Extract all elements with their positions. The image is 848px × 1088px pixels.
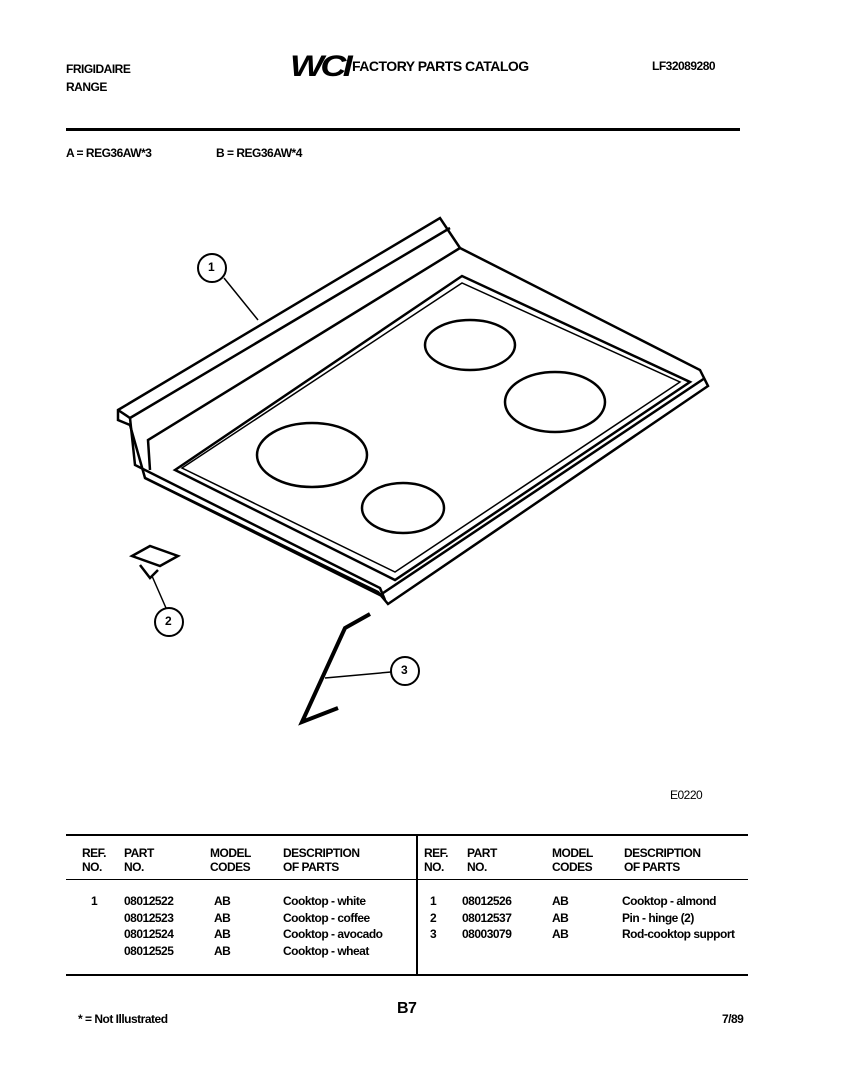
- page-number: B7: [397, 1000, 417, 1017]
- wci-logo: WCI: [290, 50, 350, 83]
- date: 7/89: [722, 1012, 744, 1026]
- hinge-pin-drawing: [132, 546, 178, 578]
- header-desc-right: DESCRIPTION OF PARTS: [624, 846, 701, 874]
- support-rod-drawing: [302, 614, 370, 722]
- table-cell-model: AB: [552, 927, 569, 942]
- table-cell-part: 08012525: [124, 944, 174, 959]
- table-cell-part: 08012526: [462, 894, 512, 908]
- header-part: PART NO.: [124, 846, 154, 874]
- header-desc: DESCRIPTION OF PARTS: [283, 846, 360, 874]
- table-cell-ref: 2: [430, 910, 437, 925]
- table-divider: [416, 834, 418, 974]
- table-cell-desc: Cooktop - wheat: [283, 944, 369, 959]
- callout-2: 2: [165, 614, 172, 628]
- table-cell-part: 08003079: [462, 927, 512, 942]
- table-cell-model: AB: [214, 944, 231, 959]
- header-model: MODEL CODES: [210, 846, 251, 874]
- table-cell-desc: Cooktop - almond: [622, 894, 716, 908]
- brand: FRIGIDAIRE: [66, 62, 131, 76]
- table-cell-model: AB: [214, 894, 231, 908]
- not-illustrated-note: * = Not Illustrated: [78, 1012, 168, 1026]
- table-cell-desc: Cooktop - coffee: [283, 910, 370, 925]
- header-part-right: PART NO.: [467, 846, 497, 874]
- table-cell-ref: 3: [430, 927, 437, 942]
- table-cell-desc: Pin - hinge (2): [622, 910, 694, 925]
- table-cell-model: AB: [552, 894, 569, 908]
- table-cell-part: 08012537: [462, 910, 512, 925]
- callout-1: 1: [208, 260, 215, 274]
- table-cell-part: 08012523: [124, 910, 174, 925]
- figure-code: E0220: [670, 788, 703, 802]
- table-header-rule: [66, 879, 748, 880]
- table-bottom-rule: [66, 974, 748, 976]
- table-cell-desc: Cooktop - white: [283, 894, 366, 908]
- header-model-right: MODEL CODES: [552, 846, 593, 874]
- table-cell-model: AB: [214, 927, 231, 942]
- table-cell-model: AB: [214, 910, 231, 925]
- product: RANGE: [66, 80, 107, 94]
- table-cell-desc: Rod-cooktop support: [622, 927, 735, 942]
- catalog-title: FACTORY PARTS CATALOG: [352, 58, 529, 74]
- header-ref-right: REF. NO.: [424, 846, 449, 874]
- table-cell-model: AB: [552, 910, 569, 925]
- table-cell-ref: 1: [430, 894, 437, 908]
- model-b: B = REG36AW*4: [216, 146, 302, 160]
- table-cell-desc: Cooktop - avocado: [283, 927, 383, 942]
- model-a: A = REG36AW*3: [66, 146, 152, 160]
- cooktop-drawing: [118, 218, 708, 604]
- table-top-rule: [66, 834, 748, 836]
- table-cell-ref: 1: [91, 894, 98, 908]
- table-cell-part: 08012524: [124, 927, 174, 942]
- header-ref: REF. NO.: [82, 846, 107, 874]
- callout-3: 3: [401, 663, 408, 677]
- catalog-number: LF32089280: [652, 59, 716, 73]
- table-cell-part: 08012522: [124, 894, 174, 908]
